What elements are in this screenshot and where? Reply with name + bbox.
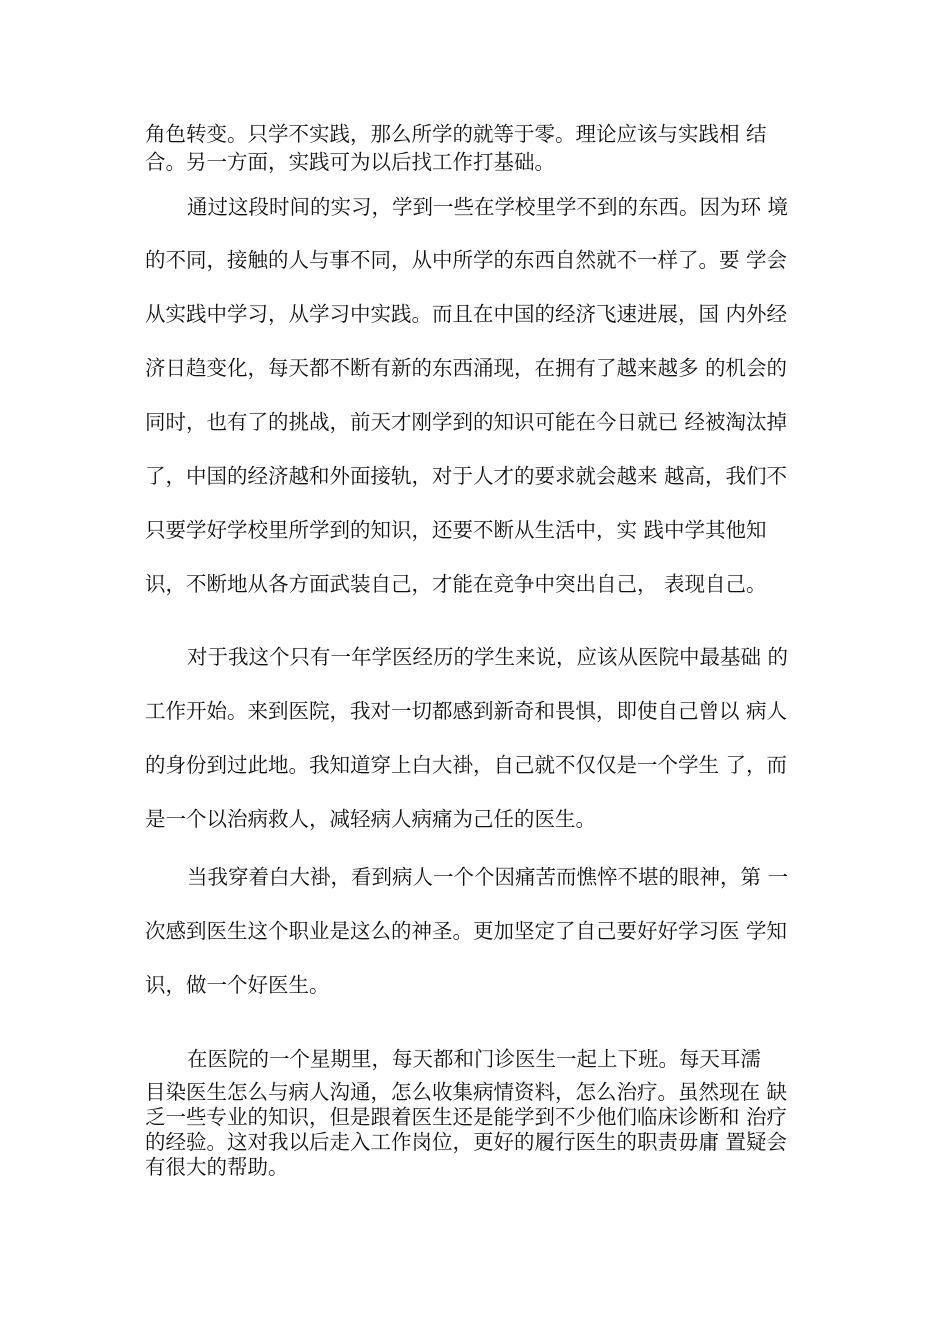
text-line: 识，不断地从各方面武装自己，才能在竞争中突出自己， 表现自己。 xyxy=(145,572,767,596)
text-line: 对于我这个只有一年学医经历的学生来说，应该从医院中最基础 的 xyxy=(187,645,789,669)
text-line: 当我穿着白大褂，看到病人一个个因痛苦而憔悴不堪的眼神，第 一 xyxy=(187,865,789,889)
text-line: 通过这段时间的实习，学到一些在学校里学不到的东西。因为环 境 xyxy=(187,195,789,219)
text-line: 济日趋变化，每天都不断有新的东西涌现，在拥有了越来越多 的机会的 xyxy=(145,356,788,380)
text-line: 同时，也有了的挑战，前天才刚学到的知识可能在今日就已 经被淘汰掉 xyxy=(145,410,788,434)
text-line: 从实践中学习，从学习中实践。而且在中国的经济飞速进展，国 内外经 xyxy=(145,302,788,326)
text-line: 有很大的帮助。 xyxy=(145,1155,289,1179)
text-line: 的身份到过此地。我知道穿上白大褂，自己就不仅仅是一个学生 了，而 xyxy=(145,753,788,777)
text-line: 合。另一方面，实践可为以后找工作打基础。 xyxy=(145,150,555,174)
text-line: 在医院的一个星期里，每天都和门诊医生一起上下班。每天耳濡 xyxy=(187,1047,761,1071)
text-line: 的不同，接触的人与事不同，从中所学的东西自然就不一样了。要 学会 xyxy=(145,248,788,272)
text-line: 识，做一个好医生。 xyxy=(145,973,330,997)
text-line: 只要学好学校里所学到的知识，还要不断从生活中，实 践中学其他知 xyxy=(145,518,767,542)
text-line: 的经验。这对我以后走入工作岗位，更好的履行医生的职责毋庸 置疑会 xyxy=(145,1130,788,1154)
text-line: 角色转变。只学不实践，那么所学的就等于零。理论应该与实践相 结 xyxy=(145,122,767,146)
text-line: 是一个以治病救人，减轻病人病痛为己任的医生。 xyxy=(145,807,596,831)
text-line: 目染医生怎么与病人沟通，怎么收集病情资料，怎么治疗。虽然现在 缺 xyxy=(145,1080,788,1104)
text-line: 乏一些专业的知识，但是跟着医生还是能学到不少他们临床诊断和 治疗 xyxy=(145,1105,788,1129)
text-line: 了，中国的经济越和外面接轨，对于人才的要求就会越来 越高，我们不 xyxy=(145,464,788,488)
text-line: 工作开始。来到医院，我对一切都感到新奇和畏惧，即使自己曾以 病人 xyxy=(145,699,788,723)
text-line: 次感到医生这个职业是这么的神圣。更加坚定了自己要好好学习医 学知 xyxy=(145,919,788,943)
